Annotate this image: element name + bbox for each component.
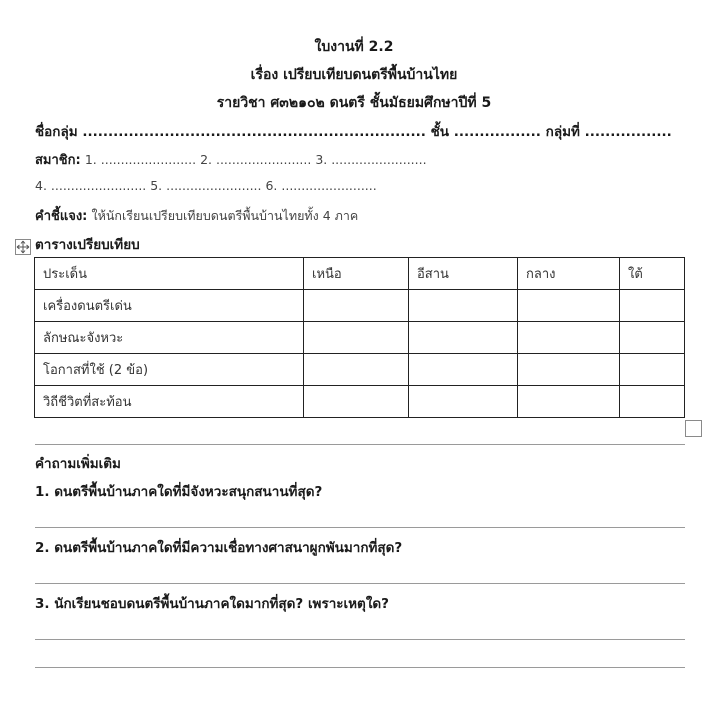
- table-cell[interactable]: [409, 386, 518, 418]
- header-north: เหนือ: [304, 258, 409, 290]
- row-label: ลักษณะจังหวะ: [35, 322, 304, 354]
- table-row: [35, 354, 685, 386]
- answer-line-3b[interactable]: [35, 667, 685, 668]
- table-cell[interactable]: [409, 354, 518, 386]
- question-2: 2. ดนตรีพื้นบ้านภาคใดที่มีความเชื่อทางศาสนาผูกพันมากที่สุด?: [35, 540, 403, 556]
- table-title: ตารางเปรียบเทียบ: [35, 237, 140, 253]
- members-label: สมาชิก:: [35, 153, 81, 168]
- instruction-text: ให้นักเรียนเปรียบเทียบดนตรีพื้นบ้านไทยทั้ง 4 ภาค: [91, 208, 359, 223]
- table-cell[interactable]: [518, 386, 620, 418]
- row-label: เครื่องดนตรีเด่น: [35, 290, 304, 322]
- answer-line-1[interactable]: [35, 527, 685, 528]
- group-info-line: [35, 120, 672, 142]
- table-cell[interactable]: [304, 354, 409, 386]
- table-cell[interactable]: [409, 322, 518, 354]
- question-3: 3. นักเรียนชอบดนตรีพื้นบ้านภาคใดมากที่สุด? เพราะเหตุใด?: [35, 596, 390, 612]
- header-topic: ประเด็น: [35, 258, 304, 290]
- members-line-1: [35, 149, 427, 170]
- class-label: ชั้น: [430, 124, 450, 140]
- members-line-2: [35, 178, 377, 194]
- table-cell[interactable]: [518, 354, 620, 386]
- table-cell[interactable]: [409, 290, 518, 322]
- table-cell[interactable]: [304, 290, 409, 322]
- table-row: [35, 290, 685, 322]
- class-field[interactable]: .................: [453, 124, 541, 140]
- instruction-label: คำชี้แจง:: [35, 209, 88, 224]
- header-central: กลาง: [518, 258, 620, 290]
- group-name-field[interactable]: ...................................................................: [82, 124, 426, 140]
- table-row: [35, 386, 685, 418]
- extra-questions-title: คำถามเพิ่มเติม: [35, 456, 121, 472]
- header-south: ใต้: [620, 258, 685, 290]
- members-fields-1[interactable]: 1. ........................ 2. ........................ 3. ........................: [84, 152, 427, 167]
- row-label: วิถีชีวิตที่สะท้อน: [35, 386, 304, 418]
- question-1: 1. ดนตรีพื้นบ้านภาคใดที่มีจังหวะสนุกสนานที่สุด?: [35, 484, 323, 500]
- table-cell[interactable]: [518, 290, 620, 322]
- group-number-label: กลุ่มที่: [545, 124, 580, 140]
- table-cell[interactable]: [518, 322, 620, 354]
- answer-line-2[interactable]: [35, 583, 685, 584]
- table-cell[interactable]: [304, 322, 409, 354]
- comparison-table: [34, 257, 685, 418]
- members-fields-2[interactable]: 4. ........................ 5. ........................ 6. ........................: [35, 178, 377, 193]
- header-northeast: อีสาน: [409, 258, 518, 290]
- table-header-row: [35, 258, 685, 290]
- table-cell[interactable]: [620, 322, 685, 354]
- group-number-field[interactable]: .................: [584, 124, 672, 140]
- group-name-label: ชื่อกลุ่ม: [35, 124, 78, 140]
- table-cell[interactable]: [304, 386, 409, 418]
- worksheet-title: ใบงานที่ 2.2: [314, 39, 394, 55]
- instruction-line: [35, 205, 358, 226]
- table-row: [35, 322, 685, 354]
- divider: [35, 444, 685, 445]
- worksheet-course: รายวิชา ศ๓๒๑๐๒ ดนตรี ชั้นมัธยมศึกษาปีที่ 5: [216, 95, 492, 111]
- row-label: โอกาสที่ใช้ (2 ข้อ): [35, 354, 304, 386]
- move-arrows-icon: [16, 240, 30, 254]
- table-cell[interactable]: [620, 290, 685, 322]
- answer-line-3a[interactable]: [35, 639, 685, 640]
- worksheet-topic: เรื่อง เปรียบเทียบดนตรีพื้นบ้านไทย: [250, 67, 458, 83]
- resize-handle-icon[interactable]: [685, 420, 702, 437]
- table-cell[interactable]: [620, 386, 685, 418]
- table-cell[interactable]: [620, 354, 685, 386]
- table-move-handle[interactable]: [15, 239, 31, 255]
